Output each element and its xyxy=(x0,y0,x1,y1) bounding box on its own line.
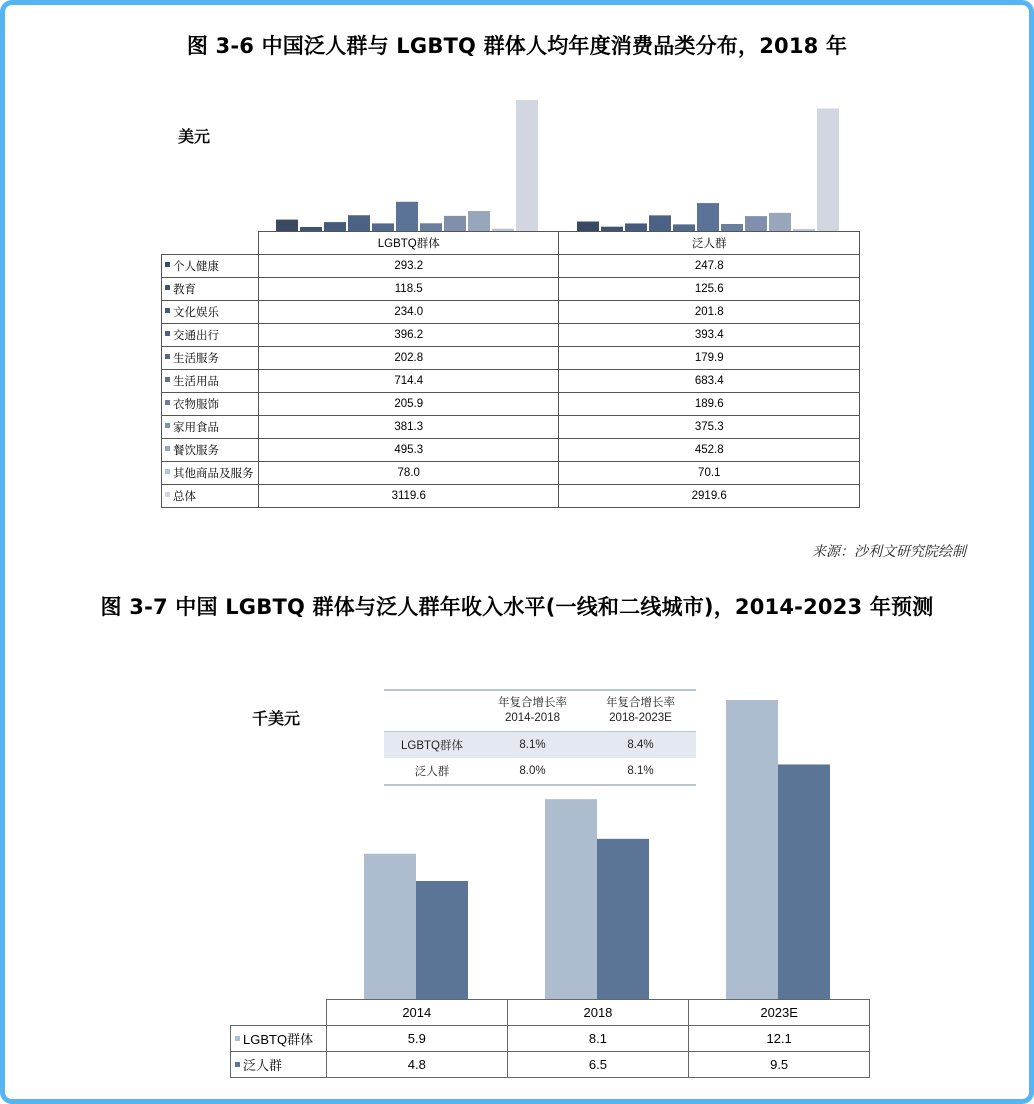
table-cell: 3119.6 xyxy=(258,485,559,508)
bar-general-2018 xyxy=(597,839,649,1000)
table-cell: 70.1 xyxy=(559,462,860,485)
bar-lgbtq-10 xyxy=(516,100,538,232)
table-cell: 205.9 xyxy=(258,393,559,416)
row-label xyxy=(162,393,259,416)
table-cell: 6.5 xyxy=(507,1052,689,1078)
category-name: 生活用品 xyxy=(173,376,219,388)
series-label xyxy=(231,1052,327,1078)
table-cell: 78.0 xyxy=(258,462,559,485)
legend-swatch xyxy=(165,469,170,474)
table-row xyxy=(162,462,860,485)
fig2-bar-chart xyxy=(326,690,870,1000)
series-name: LGBTQ群体 xyxy=(243,1032,314,1047)
table-row xyxy=(162,278,860,301)
category-name: 文化娱乐 xyxy=(173,307,219,319)
column-header: 泛人群 xyxy=(559,232,860,255)
table-cell: 247.8 xyxy=(559,255,860,278)
bar-lgbtq-8 xyxy=(468,211,490,232)
table-cell: 4.8 xyxy=(326,1052,507,1078)
legend-swatch xyxy=(165,262,170,267)
series-name: 泛人群 xyxy=(243,1058,283,1073)
fig1-bar-chart xyxy=(258,90,860,232)
table-row xyxy=(162,416,860,439)
legend-swatch xyxy=(235,1062,240,1067)
category-name: 餐饮服务 xyxy=(173,445,219,457)
fig2-data-table xyxy=(230,999,870,1078)
row-label xyxy=(162,485,259,508)
table-cell: 9.5 xyxy=(689,1052,870,1078)
table-row xyxy=(162,324,860,347)
table-cell: 118.5 xyxy=(258,278,559,301)
table-row xyxy=(162,439,860,462)
fig1-source-note: 来源：沙利文研究院绘制 xyxy=(812,544,966,560)
table-cell: 452.8 xyxy=(559,439,860,462)
bar-general-8 xyxy=(769,213,791,232)
category-name: 家用食品 xyxy=(173,422,219,434)
table-cell: 189.6 xyxy=(559,393,860,416)
category-name: 个人健康 xyxy=(173,261,219,273)
table-cell: 683.4 xyxy=(559,370,860,393)
year-header: 2023E xyxy=(689,1000,870,1026)
year-header: 2014 xyxy=(326,1000,507,1026)
fig1-data-table xyxy=(161,231,860,508)
table-cell: 375.3 xyxy=(559,416,860,439)
table-cell: 393.4 xyxy=(559,324,860,347)
bar-general-5 xyxy=(697,203,719,232)
column-header: LGBTQ群体 xyxy=(258,232,559,255)
category-name: 总体 xyxy=(173,491,196,503)
year-header: 2018 xyxy=(507,1000,689,1026)
category-name: 其他商品及服务 xyxy=(173,468,254,480)
legend-swatch xyxy=(165,331,170,336)
table-cell: 179.9 xyxy=(559,347,860,370)
legend-swatch xyxy=(235,1036,240,1041)
legend-swatch xyxy=(165,446,170,451)
bar-lgbtq-2023E xyxy=(726,700,778,1000)
legend-swatch xyxy=(165,308,170,313)
legend-swatch xyxy=(165,492,170,497)
bar-lgbtq-7 xyxy=(444,216,466,232)
table-cell: 201.8 xyxy=(559,301,860,324)
legend-swatch xyxy=(165,423,170,428)
table-row xyxy=(162,370,860,393)
bar-general-7 xyxy=(745,216,767,232)
cagr-value: 8.0% xyxy=(480,758,585,785)
fig1-unit-label: 美元 xyxy=(178,127,211,146)
table-row xyxy=(162,347,860,370)
bar-lgbtq-5 xyxy=(396,202,418,232)
cagr-value: 8.1% xyxy=(585,758,696,785)
row-label xyxy=(162,462,259,485)
series-label xyxy=(231,1026,327,1052)
row-label xyxy=(162,278,259,301)
bar-general-3 xyxy=(649,215,671,232)
table-row xyxy=(162,301,860,324)
row-label xyxy=(162,347,259,370)
row-label xyxy=(162,255,259,278)
bar-lgbtq-2018 xyxy=(545,799,597,1000)
category-name: 衣物服饰 xyxy=(173,399,219,411)
cagr-header-line: 年复合增长率 xyxy=(498,697,567,709)
row-label xyxy=(162,439,259,462)
category-name: 交通出行 xyxy=(173,330,219,342)
legend-swatch xyxy=(165,285,170,290)
legend-swatch xyxy=(165,354,170,359)
bar-lgbtq-3 xyxy=(348,215,370,232)
cagr-row-label: 泛人群 xyxy=(384,758,480,785)
cagr-value: 8.1% xyxy=(480,732,585,759)
table-cell: 234.0 xyxy=(258,301,559,324)
cagr-row-label: LGBTQ群体 xyxy=(384,732,480,759)
table-cell: 8.1 xyxy=(507,1026,689,1052)
cagr-header-line: 2014-2018 xyxy=(505,712,560,724)
cagr-value: 8.4% xyxy=(585,732,696,759)
bar-general-2023E xyxy=(778,764,830,1000)
table-cell: 714.4 xyxy=(258,370,559,393)
bar-general-10 xyxy=(817,108,839,232)
cagr-header-line: 2018-2023E xyxy=(609,712,672,724)
legend-swatch xyxy=(165,400,170,405)
table-cell: 381.3 xyxy=(258,416,559,439)
table-corner xyxy=(231,1000,327,1026)
fig2-unit-label: 千美元 xyxy=(252,709,301,728)
row-label xyxy=(162,324,259,347)
fig1-title: 图 3-6 中国泛人群与 LGBTQ 群体人均年度消费品类分布，2018 年 xyxy=(186,34,848,58)
row-label xyxy=(162,370,259,393)
table-row xyxy=(162,255,860,278)
table-cell: 396.2 xyxy=(258,324,559,347)
row-label xyxy=(162,416,259,439)
fig2-title: 图 3-7 中国 LGBTQ 群体与泛人群年收入水平(一线和二线城市)，2014-2023 年预测 xyxy=(100,595,934,619)
table-cell: 2919.6 xyxy=(559,485,860,508)
category-name: 教育 xyxy=(173,284,196,296)
bar-lgbtq-2014 xyxy=(364,854,416,1000)
table-row xyxy=(162,393,860,416)
legend-swatch xyxy=(165,377,170,382)
table-cell: 5.9 xyxy=(326,1026,507,1052)
table-cell: 293.2 xyxy=(258,255,559,278)
cagr-header-line: 年复合增长率 xyxy=(606,697,675,709)
category-name: 生活服务 xyxy=(173,353,219,365)
table-cell: 495.3 xyxy=(258,439,559,462)
row-label xyxy=(162,301,259,324)
table-cell: 12.1 xyxy=(689,1026,870,1052)
table-corner xyxy=(162,232,259,255)
bar-general-2014 xyxy=(416,881,468,1000)
table-cell: 125.6 xyxy=(559,278,860,301)
table-cell: 202.8 xyxy=(258,347,559,370)
table-row xyxy=(162,485,860,508)
